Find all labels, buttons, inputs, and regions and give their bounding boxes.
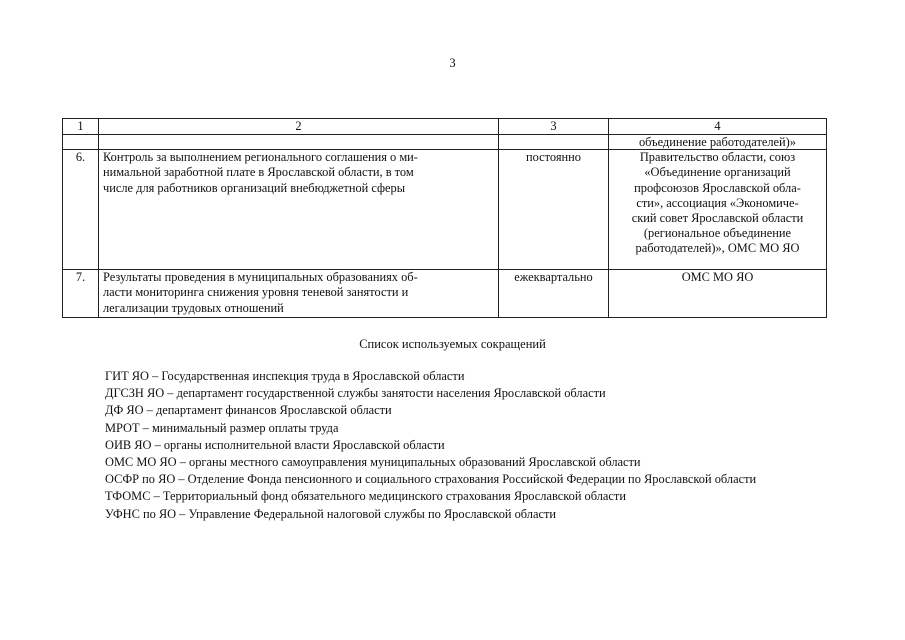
abbreviations-title: Список используемых сокращений bbox=[359, 337, 546, 351]
abbreviation-item: ОИВ ЯО – органы исполнительной власти Ярославской области bbox=[105, 437, 445, 452]
action-line: Результаты проведения в муниципальных образованиях об- bbox=[103, 270, 418, 285]
header-cell-4: 4 bbox=[609, 119, 827, 135]
responsible-line: профсоюзов Ярославской обла- bbox=[634, 180, 801, 195]
action-line: нимальной заработной плате в Ярославской области, в том bbox=[103, 165, 414, 180]
header-cell-2: 2 bbox=[99, 119, 499, 135]
row-responsible-cell bbox=[609, 150, 827, 270]
abbreviation-item: ДФ ЯО – департамент финансов Ярославской области bbox=[105, 403, 392, 418]
row-term-cell: ежеквартально bbox=[499, 270, 609, 318]
abbreviations-list bbox=[63, 368, 828, 523]
action-line: числе для работников организаций внебюджетной сферы bbox=[103, 180, 406, 195]
header-cell-1: 1 bbox=[63, 119, 99, 135]
abbreviation-item: МРОТ – минимальный размер оплаты труда bbox=[105, 420, 339, 435]
table-row bbox=[63, 270, 827, 318]
responsible-line: (региональное объединение bbox=[643, 226, 792, 241]
responsible-line: «Объединение организаций bbox=[644, 165, 791, 180]
abbreviation-item: ДГСЗН ЯО – департамент государственной службы занятости населения Ярославской области bbox=[105, 386, 606, 401]
cont-num-cell bbox=[63, 135, 99, 150]
responsible-line: работодателей)», ОМС МО ЯО bbox=[635, 241, 800, 256]
row-num-cell: 6. bbox=[63, 150, 99, 270]
page-number: 3 bbox=[449, 56, 456, 70]
header-cell-3: 3 bbox=[499, 119, 609, 135]
row-num-cell: 7. bbox=[63, 270, 99, 318]
row-term-cell: постоянно bbox=[499, 150, 609, 270]
cont-responsible-cell: объединение работодателей)» bbox=[609, 135, 827, 150]
abbreviation-item: УФНС по ЯО – Управление Федеральной налоговой службы по Ярославской области bbox=[105, 506, 557, 521]
table-row bbox=[63, 150, 827, 270]
table-row-continuation bbox=[63, 135, 827, 150]
cont-term-cell bbox=[499, 135, 609, 150]
row-action-cell bbox=[99, 150, 499, 270]
responsible-line: ОМС МО ЯО bbox=[681, 270, 754, 285]
table-header-row bbox=[63, 119, 827, 135]
action-line: Контроль за выполнением регионального соглашения о ми- bbox=[103, 150, 418, 165]
measures-table bbox=[62, 118, 827, 318]
abbreviation-item: ТФОМС – Территориальный фонд обязательного медицинского страхования Ярославской области bbox=[105, 489, 626, 504]
action-line: легализации трудовых отношений bbox=[103, 300, 284, 315]
action-line: ласти мониторинга снижения уровня теневой занятости и bbox=[103, 285, 409, 300]
responsible-line: Правительство области, союз bbox=[639, 150, 796, 165]
row-action-cell bbox=[99, 270, 499, 318]
responsible-line: сти», ассоциация «Экономиче- bbox=[636, 195, 799, 210]
cont-action-cell bbox=[99, 135, 499, 150]
abbreviation-item: ОСФР по ЯО – Отделение Фонда пенсионного и социального страхования Российской Федерации по Ярославской области bbox=[105, 472, 757, 487]
responsible-line: ский совет Ярославской области bbox=[631, 211, 804, 226]
abbreviation-item: ГИТ ЯО – Государственная инспекция труда в Ярославской области bbox=[105, 369, 465, 383]
row-responsible-cell bbox=[609, 270, 827, 318]
abbreviation-item: ОМС МО ЯО – органы местного самоуправления муниципальных образований Ярославской области bbox=[105, 455, 641, 470]
